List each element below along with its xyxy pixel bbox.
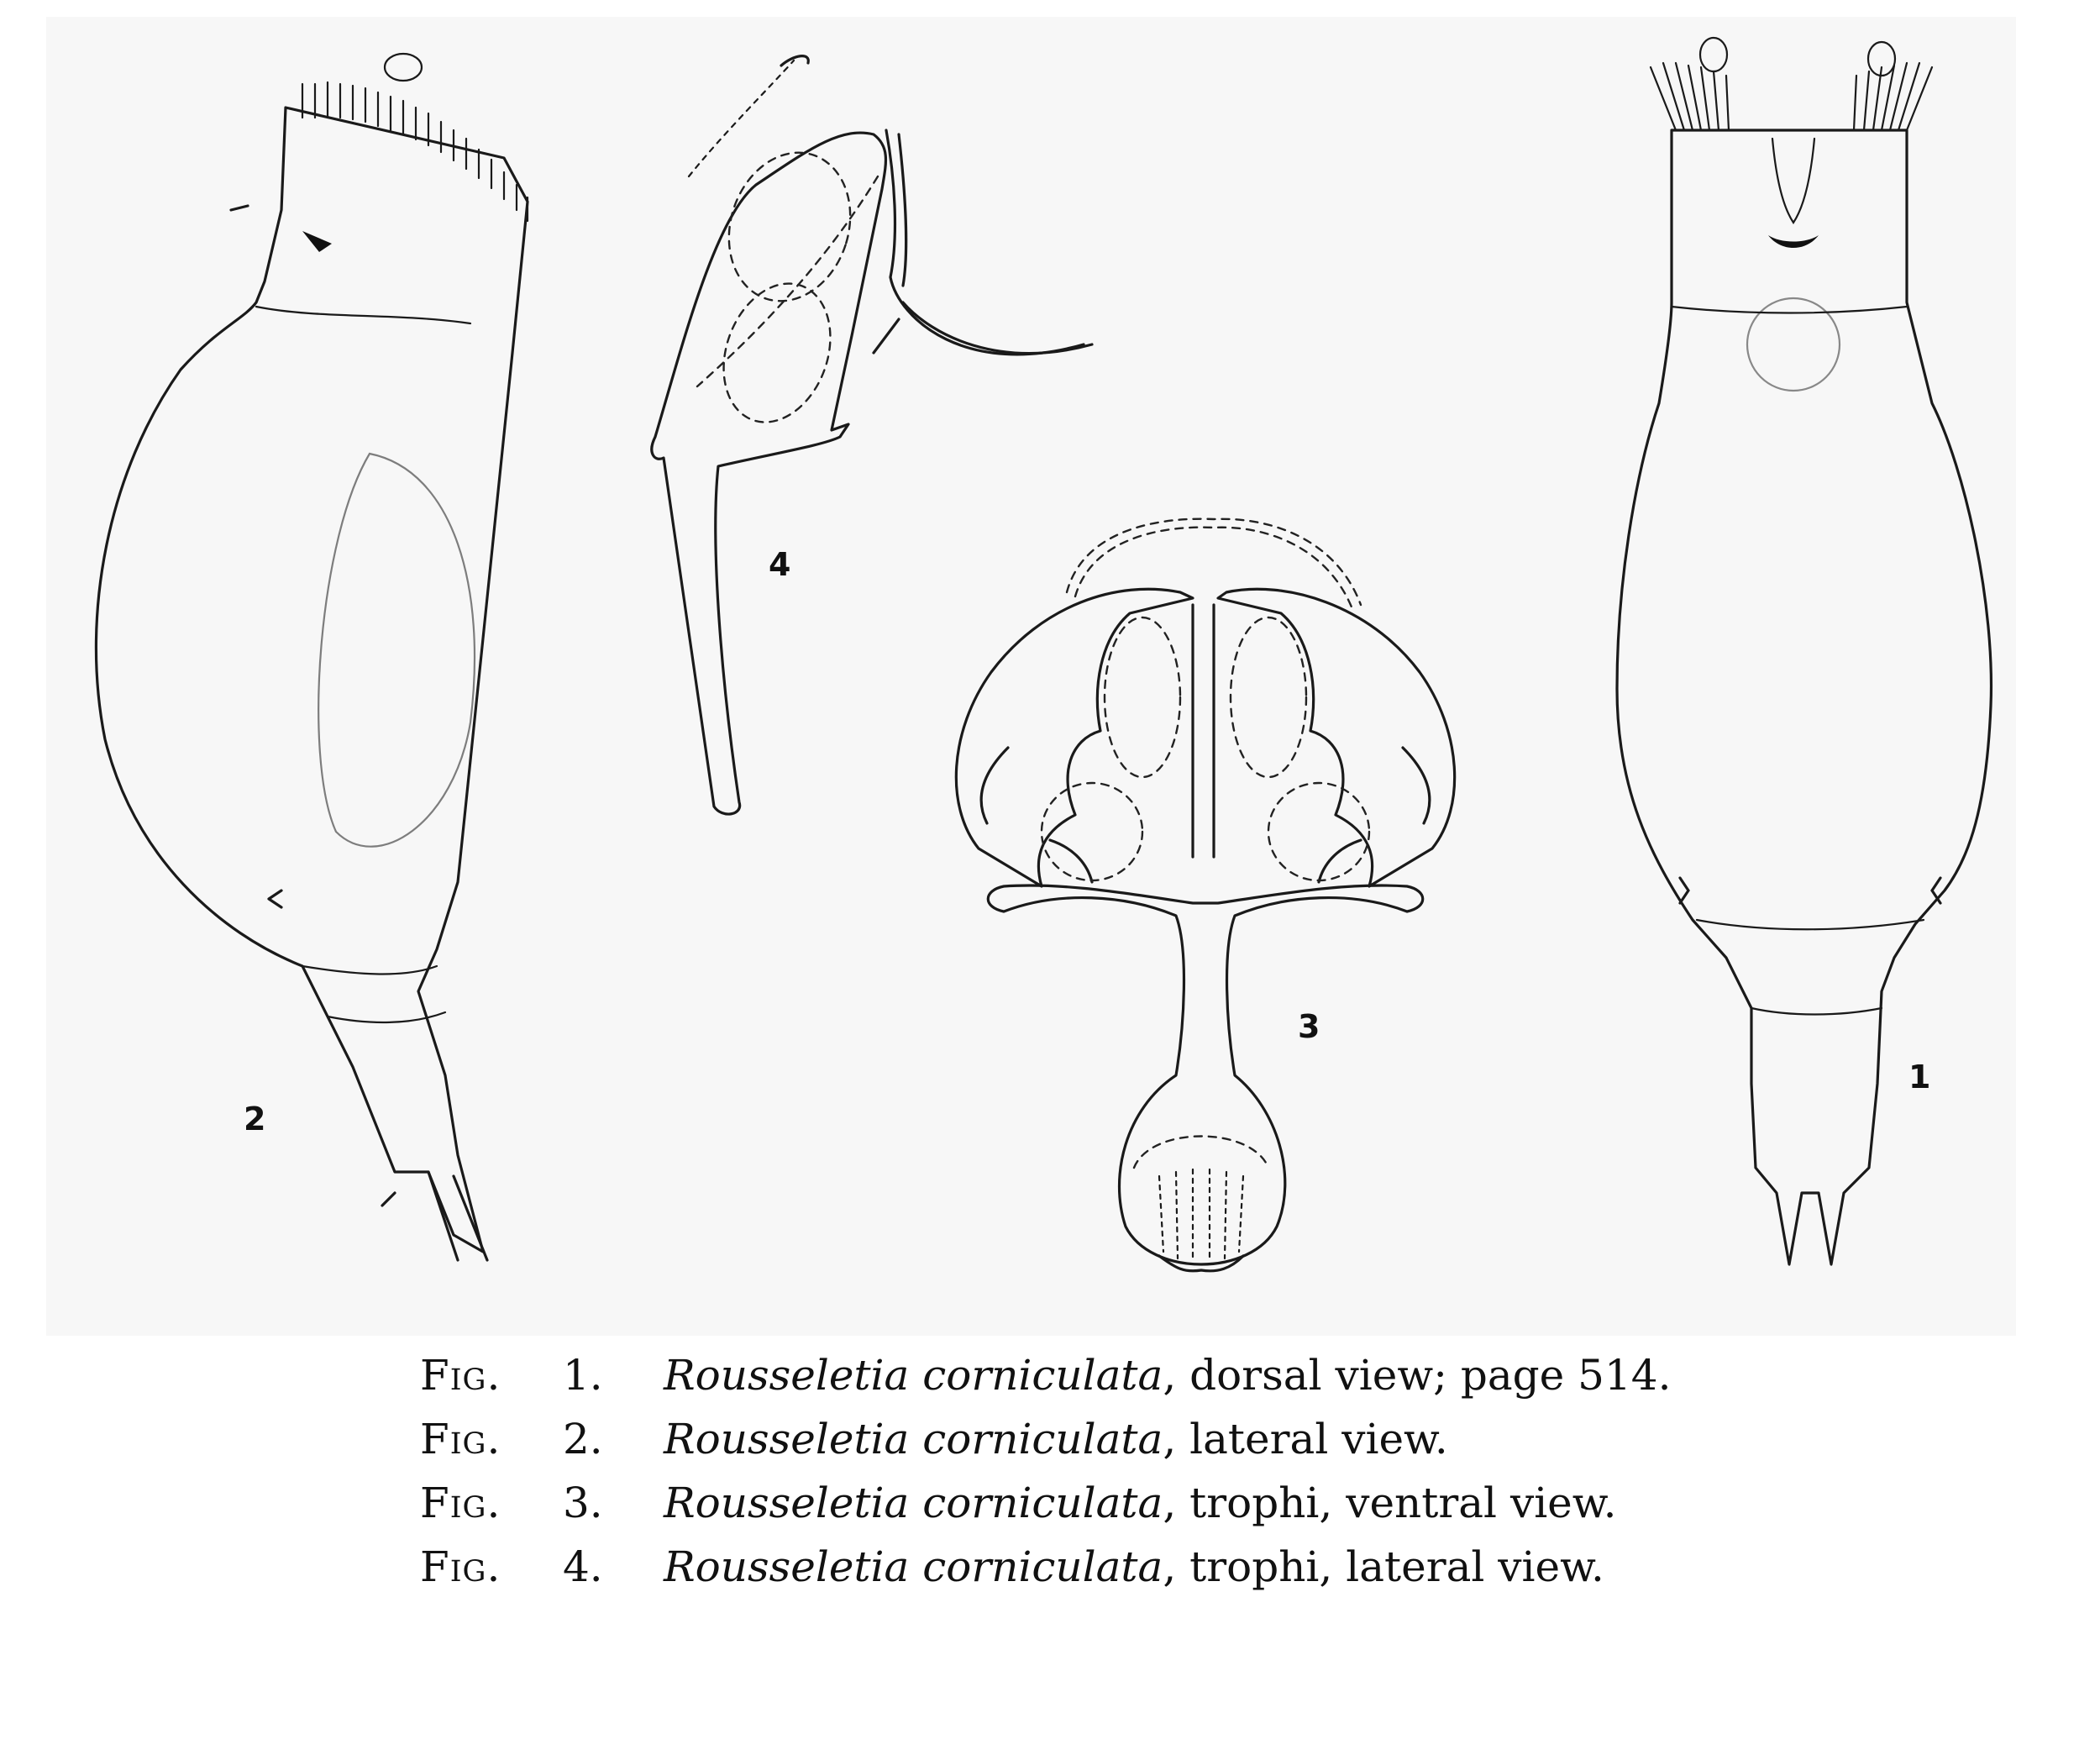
caption-description: , lateral view.	[1163, 1415, 1448, 1463]
caption-text	[664, 1351, 1672, 1400]
fig2-number: 2	[244, 1101, 266, 1137]
caption-species: Rousseletia corniculata	[664, 1415, 1163, 1463]
plate-background	[46, 17, 2016, 1336]
caption-fig-label: Fig.	[420, 1479, 501, 1527]
caption-fig-label: Fig.	[420, 1542, 501, 1591]
caption-species: Rousseletia corniculata	[664, 1351, 1163, 1400]
caption-line	[420, 1542, 2016, 1606]
caption-text	[664, 1542, 1604, 1591]
caption-fig-number: 3.	[563, 1479, 603, 1527]
caption-description: , trophi, lateral view.	[1163, 1542, 1604, 1591]
caption-fig-label: Fig.	[420, 1351, 501, 1400]
caption-species: Rousseletia corniculata	[664, 1542, 1163, 1591]
caption-fig-number: 1.	[563, 1351, 603, 1400]
caption-fig-number: 2.	[563, 1415, 603, 1463]
caption-description: , dorsal view; page 514.	[1163, 1351, 1672, 1400]
caption-species: Rousseletia corniculata	[664, 1479, 1163, 1527]
caption-description: , trophi, ventral view.	[1163, 1479, 1617, 1527]
caption-text	[664, 1415, 1448, 1463]
fig3-number: 3	[1298, 1008, 1320, 1045]
caption-fig-number: 4.	[563, 1542, 603, 1591]
figure-caption-block	[420, 1351, 2016, 1606]
fig1-number: 1	[1908, 1059, 1931, 1095]
caption-line	[420, 1415, 2016, 1479]
caption-fig-label: Fig.	[420, 1415, 501, 1463]
caption-line	[420, 1351, 2016, 1415]
caption-line	[420, 1479, 2016, 1542]
caption-text	[664, 1479, 1617, 1527]
fig4-number: 4	[769, 546, 791, 583]
